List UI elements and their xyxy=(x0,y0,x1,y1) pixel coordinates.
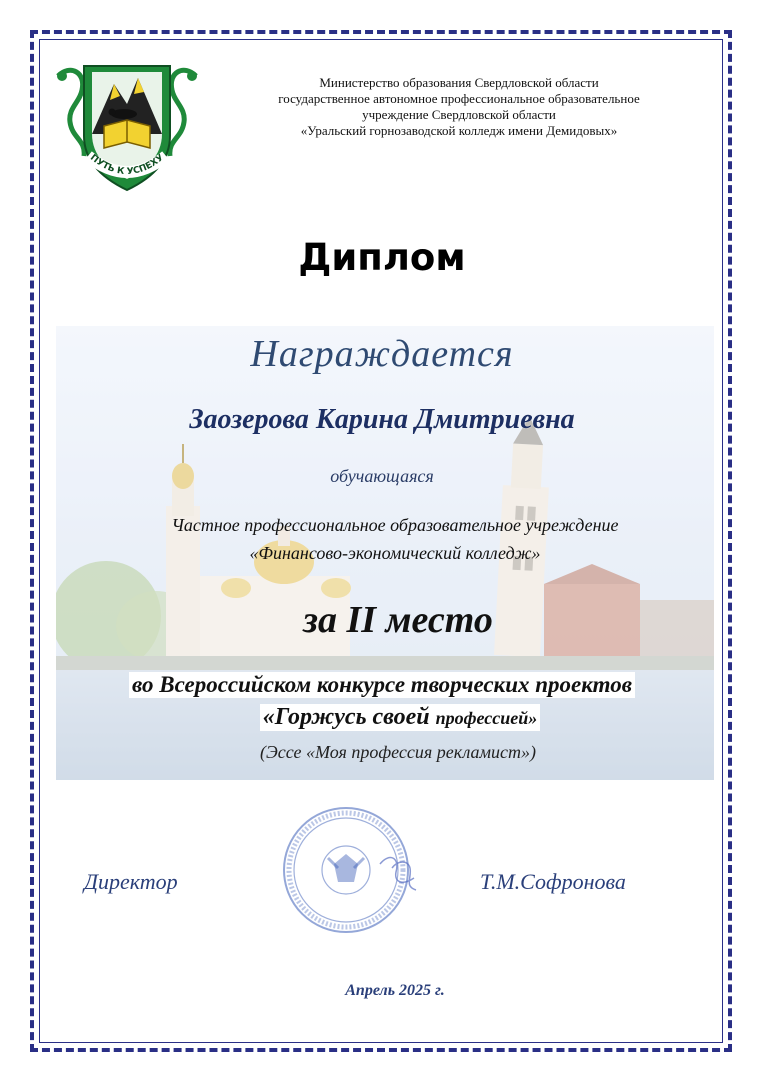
logo-motto: ПУТЬ К УСПЕХУ xyxy=(88,152,167,178)
signatory-name: Т.М.Софронова xyxy=(480,869,626,894)
institution-line1: Частное профессиональное образовательное учреждение xyxy=(171,515,619,535)
institution xyxy=(0,511,764,567)
essay-topic: (Эссе «Моя профессия рекламист») xyxy=(259,742,537,762)
contest-title xyxy=(0,704,764,731)
contest-title-part1: «Горжусь своей xyxy=(262,704,436,730)
header-line: «Уральский горнозаводской колледж имени Демидовых» xyxy=(300,123,618,138)
header-line: Министерство образования Свердловской области xyxy=(319,75,599,90)
award-place: за II место xyxy=(303,599,493,641)
issue-date: Апрель 2025 г. xyxy=(345,982,445,999)
diploma-title: Диплом xyxy=(298,236,466,279)
header-line: учреждение Свердловской области xyxy=(362,107,556,122)
contest-line2 xyxy=(260,704,540,731)
recipient-name: Заозерова Карина Дмитриевна xyxy=(189,404,575,435)
institution-line2: «Финансово-экономический колледж» xyxy=(249,543,541,563)
awarded-heading: Награждается xyxy=(250,333,514,375)
issuer-header xyxy=(215,75,703,139)
header-line: государственное автономное профессиональное образовательное xyxy=(278,91,640,106)
contest xyxy=(0,672,764,698)
contest-line1: во Всероссийском конкурсе творческих проектов xyxy=(129,672,635,698)
college-emblem-icon xyxy=(52,56,202,196)
official-seal xyxy=(268,798,438,938)
recipient-status: обучающаяся xyxy=(330,466,434,486)
contest-title-part2: профессией» xyxy=(435,708,538,728)
signatory-role: Директор xyxy=(84,869,178,894)
